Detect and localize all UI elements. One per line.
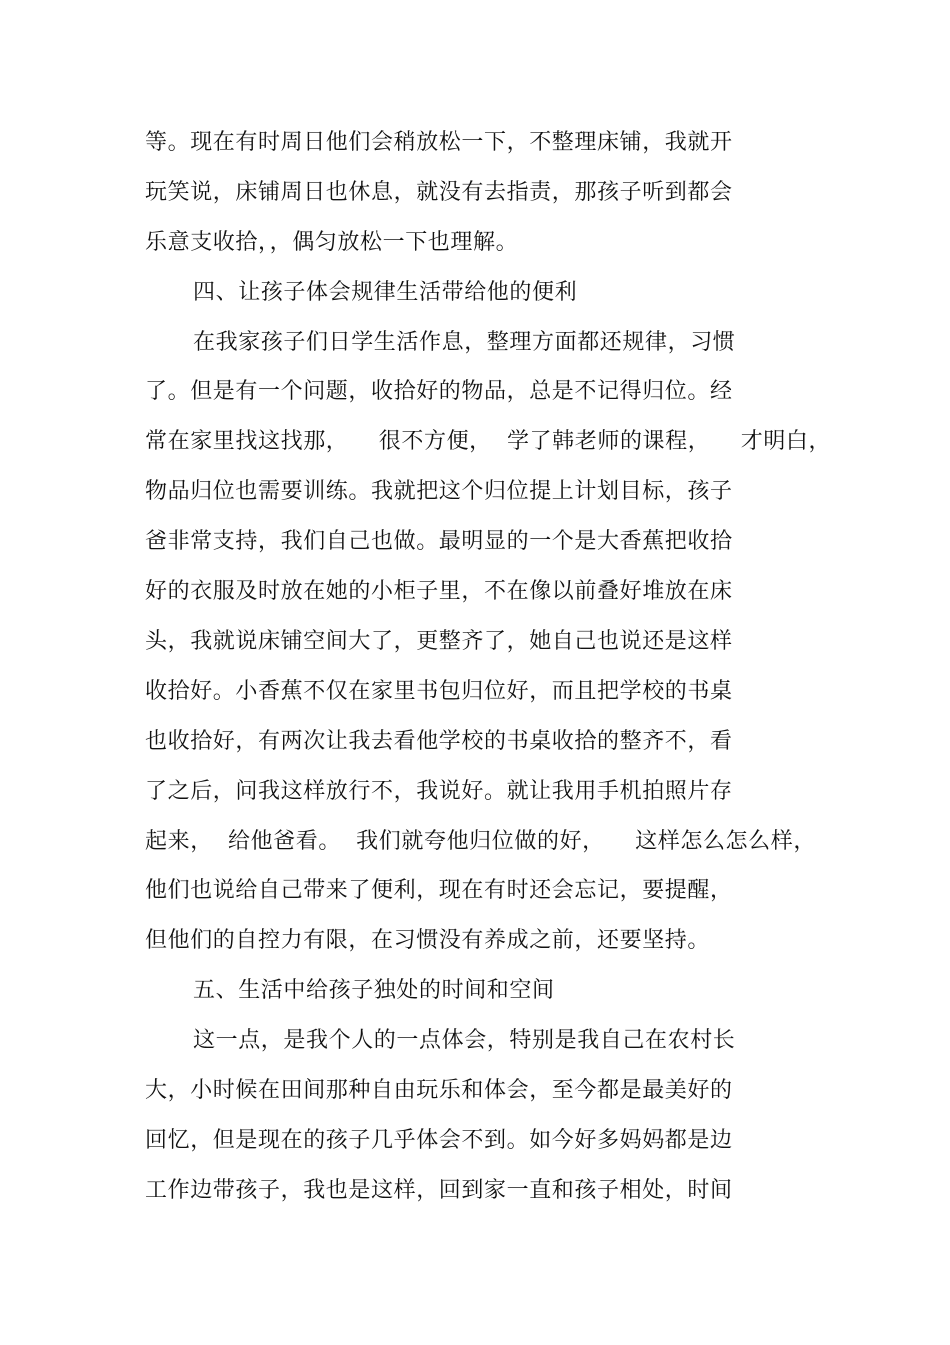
- text-line: 等。现在有时周日他们会稍放松一下，不整理床铺，我就开: [145, 130, 733, 155]
- text-line: 也收拾好，有两次让我去看他学校的书桌收拾的整齐不，看: [145, 729, 733, 754]
- section-heading: 五、生活中给孩子独处的时间和空间: [193, 978, 555, 1003]
- section-heading: 四、让孩子体会规律生活带给他的便利: [193, 280, 578, 305]
- text-line: 常在家里找这找那， 很不方便， 学了韩老师的课程， 才明白，: [145, 429, 832, 454]
- text-line: 在我家孩子们日学生活作息，整理方面都还规律，习惯: [193, 330, 736, 355]
- text-line: 但他们的自控力有限，在习惯没有养成之前，还要坚持。: [145, 928, 711, 953]
- text-line: 回忆，但是现在的孩子几乎体会不到。如今好多妈妈都是边: [145, 1128, 733, 1153]
- text-line: 了。但是有一个问题，收拾好的物品，总是不记得归位。经: [145, 379, 733, 404]
- text-line: 爸非常支持，我们自己也做。最明显的一个是大香蕉把收拾: [145, 529, 733, 554]
- text-line: 起来， 给他爸看。 我们就夸他归位做的好， 这样怎么怎么样，: [145, 829, 816, 854]
- text-line: 大，小时候在田间那种自由玩乐和体会，至今都是最美好的: [145, 1078, 733, 1103]
- text-line: 他们也说给自己带来了便利，现在有时还会忘记，要提醒，: [145, 878, 733, 903]
- text-line: 工作边带孩子，我也是这样，回到家一直和孩子相处，时间: [145, 1178, 733, 1203]
- text-line: 好的衣服及时放在她的小柜子里，不在像以前叠好堆放在床: [145, 579, 733, 604]
- text-line: 收拾好。小香蕉不仅在家里书包归位好，而且把学校的书桌: [145, 679, 733, 704]
- text-line: 玩笑说，床铺周日也休息，就没有去指责，那孩子听到都会: [145, 180, 733, 205]
- text-line: 物品归位也需要训练。我就把这个归位提上计划目标，孩子: [145, 479, 733, 504]
- text-line: 头，我就说床铺空间大了，更整齐了，她自己也说还是这样: [145, 629, 733, 654]
- text-line: 了之后，问我这样放行不，我说好。就让我用手机拍照片存: [145, 779, 733, 804]
- text-line: 乐意支收拾，，偶匀放松一下也理解。: [145, 230, 519, 255]
- text-line: 这一点，是我个人的一点体会，特别是我自己在农村长: [193, 1028, 736, 1053]
